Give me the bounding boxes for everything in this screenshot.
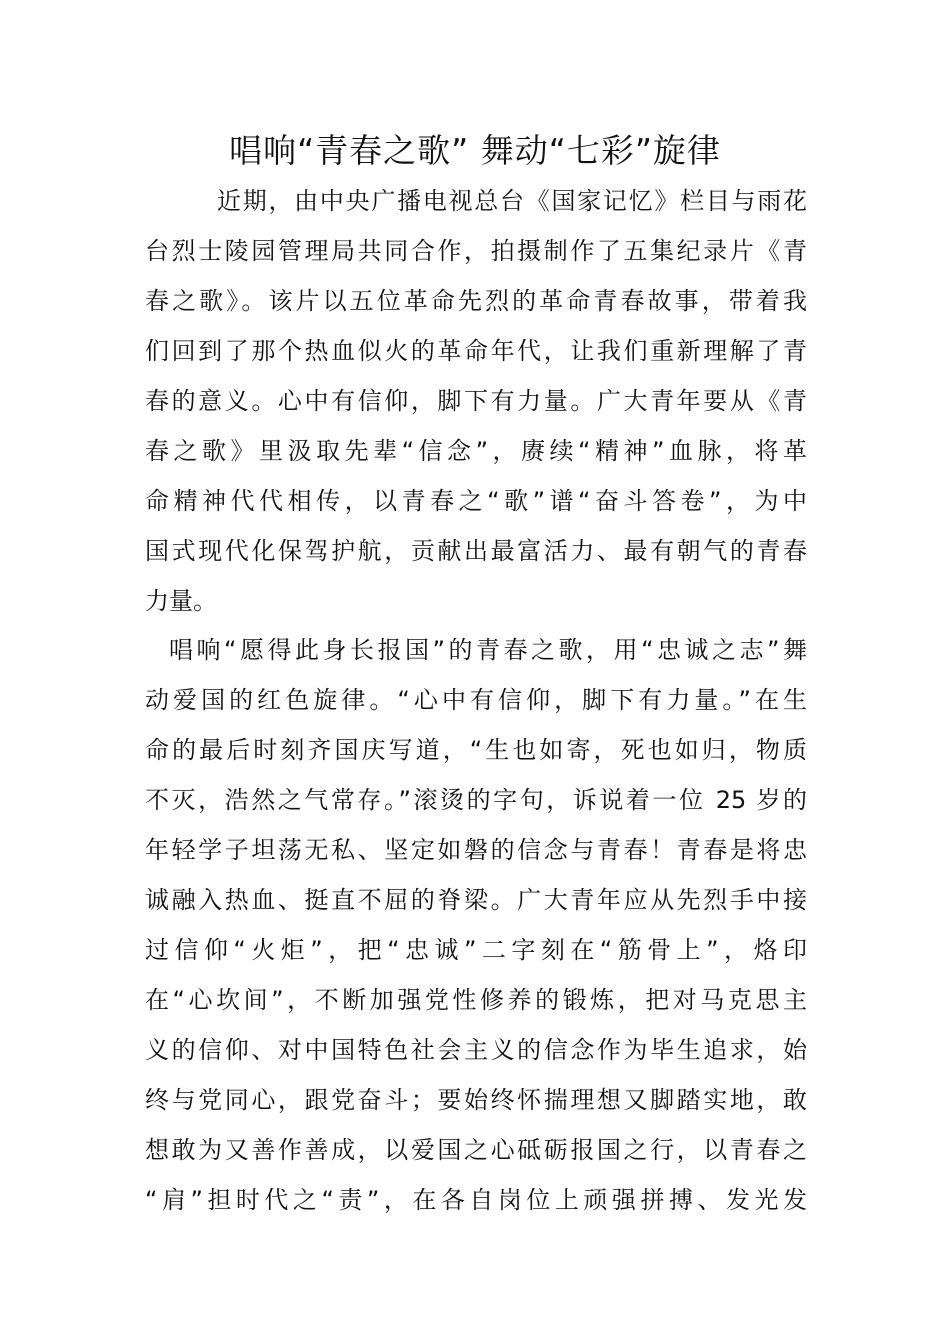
paragraph-line: 春之歌》。该片以五位革命先烈的革命青春故事，带着我 [145,287,807,315]
paragraph-line: 终与党同心，跟党奋斗；要始终怀揣理想又脚踏实地，敢 [145,1086,807,1114]
paragraph-line: 力量。 [145,587,217,615]
paragraph-line: 不灭，浩然之气常存。”滚烫的字句，诉说着一位 25 岁的 [145,786,807,814]
paragraph-line: 台烈士陵园管理局共同合作，拍摄制作了五集纪录片《青 [145,237,807,265]
paragraph-line: 命精神代代相传，以青春之“歌”谱“奋斗答卷”，为中 [145,487,807,515]
paragraph-2 [145,625,807,1225]
paragraph-line: 动爱国的红色旋律。“心中有信仰，脚下有力量。”在生 [145,686,807,714]
paragraph-line: 过信仰“火炬”，把“忠诚”二字刻在“筋骨上”，烙印 [145,936,807,964]
paragraph-line: “肩”担时代之“责”，在各自岗位上顽强拼搏、发光发 [145,1186,807,1214]
paragraph-line: 想敢为又善作善成，以爱国之心砥砺报国之行，以青春之 [145,1136,807,1164]
paragraph-line: 年轻学子坦荡无私、坚定如磐的信念与青春！青春是将忠 [145,836,807,864]
paragraph-line: 义的信仰、对中国特色社会主义的信念作为毕生追求，始 [145,1036,807,1064]
paragraph-line: 诚融入热血、挺直不屈的脊梁。广大青年应从先烈手中接 [145,886,807,914]
paragraph-line: 们回到了那个热血似火的革命年代，让我们重新理解了青 [145,337,807,365]
paragraph-line: 唱响“愿得此身长报国”的青春之歌，用“忠诚之志”舞 [169,636,807,664]
document-title: 唱响“青春之歌” 舞动“七彩”旋律 [229,131,721,170]
paragraph-line: 春的意义。心中有信仰，脚下有力量。广大青年要从《青 [145,387,807,415]
paragraph-line: 春之歌》里汲取先辈“信念”，赓续“精神”血脉，将革 [145,437,807,465]
paragraph-1 [145,176,807,626]
paragraph-line: 国式现代化保驾护航，贡献出最富活力、最有朝气的青春 [145,537,807,565]
paragraph-line: 近期，由中央广播电视总台《国家记忆》栏目与雨花 [217,187,807,215]
paragraph-line: 在“心坎间”，不断加强党性修养的锻炼，把对马克思主 [145,986,807,1014]
paragraph-line: 命的最后时刻齐国庆写道，“生也如寄，死也如归，物质 [145,736,807,764]
